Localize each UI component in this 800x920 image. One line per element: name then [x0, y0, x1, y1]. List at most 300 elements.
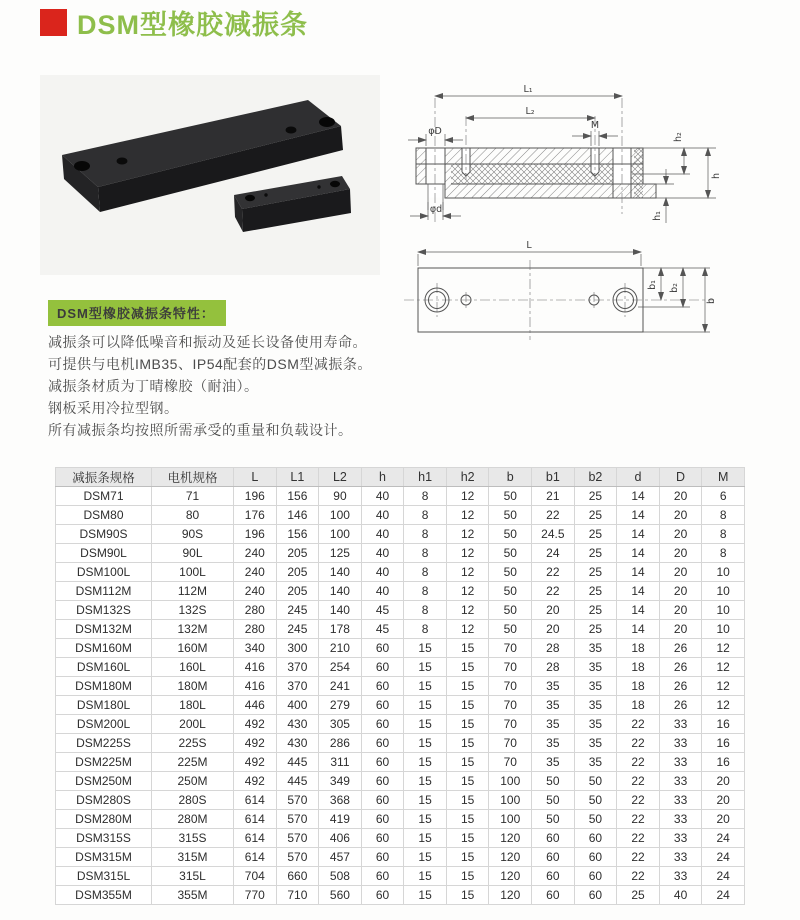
- value-cell: 100: [319, 506, 362, 525]
- table-row: [56, 620, 745, 639]
- value-cell: 146: [276, 506, 319, 525]
- value-cell: 15: [446, 886, 489, 905]
- value-cell: 300: [276, 639, 319, 658]
- value-cell: 60: [361, 886, 404, 905]
- value-cell: 22: [532, 563, 575, 582]
- value-cell: 225S: [152, 734, 234, 753]
- value-cell: 22: [617, 772, 660, 791]
- value-cell: 12: [446, 506, 489, 525]
- value-cell: 210: [319, 639, 362, 658]
- value-cell: 60: [532, 867, 575, 886]
- column-header: h2: [446, 468, 489, 487]
- value-cell: 10: [702, 582, 745, 601]
- column-header: 减振条规格: [56, 468, 152, 487]
- value-cell: 160L: [152, 658, 234, 677]
- value-cell: 100: [489, 791, 532, 810]
- value-cell: 21: [532, 487, 575, 506]
- value-cell: 8: [404, 525, 447, 544]
- spec-cell: DSM315M: [56, 848, 152, 867]
- value-cell: 570: [276, 791, 319, 810]
- value-cell: 71: [152, 487, 234, 506]
- value-cell: 225M: [152, 753, 234, 772]
- value-cell: 120: [489, 848, 532, 867]
- table-row: [56, 886, 745, 905]
- value-cell: 254: [319, 658, 362, 677]
- value-cell: 15: [404, 772, 447, 791]
- value-cell: 15: [446, 772, 489, 791]
- value-cell: 25: [574, 582, 617, 601]
- table-row: [56, 810, 745, 829]
- value-cell: 245: [276, 620, 319, 639]
- value-cell: 280M: [152, 810, 234, 829]
- table-row: [56, 753, 745, 772]
- value-cell: 100: [319, 525, 362, 544]
- value-cell: 15: [446, 658, 489, 677]
- table-row: [56, 487, 745, 506]
- value-cell: 50: [532, 772, 575, 791]
- value-cell: 18: [617, 658, 660, 677]
- value-cell: 205: [276, 582, 319, 601]
- value-cell: 33: [659, 867, 702, 886]
- column-header: b1: [532, 468, 575, 487]
- value-cell: 12: [446, 563, 489, 582]
- value-cell: 12: [446, 487, 489, 506]
- value-cell: 15: [446, 791, 489, 810]
- table-row: [56, 848, 745, 867]
- value-cell: 176: [234, 506, 277, 525]
- value-cell: 16: [702, 715, 745, 734]
- value-cell: 70: [489, 658, 532, 677]
- table-row: [56, 525, 745, 544]
- value-cell: 15: [446, 829, 489, 848]
- spec-cell: DSM90S: [56, 525, 152, 544]
- value-cell: 60: [361, 829, 404, 848]
- value-cell: 50: [574, 791, 617, 810]
- value-cell: 45: [361, 620, 404, 639]
- value-cell: 70: [489, 715, 532, 734]
- value-cell: 24: [702, 848, 745, 867]
- value-cell: 614: [234, 829, 277, 848]
- value-cell: 40: [659, 886, 702, 905]
- page-title: DSM型橡胶减振条: [77, 10, 308, 40]
- column-header: L: [234, 468, 277, 487]
- value-cell: 178: [319, 620, 362, 639]
- value-cell: 508: [319, 867, 362, 886]
- value-cell: 14: [617, 601, 660, 620]
- value-cell: 50: [489, 525, 532, 544]
- value-cell: 20: [659, 506, 702, 525]
- strip-hole: [117, 158, 128, 165]
- value-cell: 20: [702, 810, 745, 829]
- value-cell: 614: [234, 848, 277, 867]
- value-cell: 140: [319, 563, 362, 582]
- table-row: [56, 829, 745, 848]
- value-cell: 280S: [152, 791, 234, 810]
- value-cell: 15: [446, 810, 489, 829]
- value-cell: 25: [574, 506, 617, 525]
- feature-line: 可提供与电机IMB35、IP54配套的DSM型减振条。: [48, 356, 372, 372]
- value-cell: 26: [659, 677, 702, 696]
- value-cell: 50: [489, 620, 532, 639]
- value-cell: 12: [446, 544, 489, 563]
- value-cell: 35: [574, 696, 617, 715]
- value-cell: 33: [659, 753, 702, 772]
- dim-label-h1: h₁: [652, 211, 663, 221]
- value-cell: 22: [532, 506, 575, 525]
- value-cell: 20: [659, 620, 702, 639]
- value-cell: 15: [404, 696, 447, 715]
- strip-hole: [317, 185, 320, 188]
- value-cell: 280: [234, 601, 277, 620]
- value-cell: 28: [532, 639, 575, 658]
- column-header: b: [489, 468, 532, 487]
- feature-line: 所有减振条均按照所需承受的重量和负载设计。: [48, 422, 353, 438]
- value-cell: 22: [617, 734, 660, 753]
- value-cell: 70: [489, 696, 532, 715]
- value-cell: 24: [702, 886, 745, 905]
- value-cell: 614: [234, 791, 277, 810]
- value-cell: 14: [617, 506, 660, 525]
- value-cell: 457: [319, 848, 362, 867]
- table-row: [56, 563, 745, 582]
- table-row: [56, 791, 745, 810]
- value-cell: 20: [659, 563, 702, 582]
- value-cell: 90: [319, 487, 362, 506]
- value-cell: 60: [574, 829, 617, 848]
- spec-cell: DSM250M: [56, 772, 152, 791]
- value-cell: 14: [617, 487, 660, 506]
- strip-hole: [245, 195, 255, 201]
- small-rubber-strip: [234, 176, 351, 232]
- value-cell: 12: [446, 601, 489, 620]
- value-cell: 50: [489, 506, 532, 525]
- technical-drawing-art: [398, 76, 770, 352]
- value-cell: 18: [617, 677, 660, 696]
- value-cell: 15: [404, 639, 447, 658]
- plan-view: [404, 240, 717, 340]
- spec-cell: DSM100L: [56, 563, 152, 582]
- dim-label-l2: L₂: [525, 106, 535, 117]
- value-cell: 315M: [152, 848, 234, 867]
- value-cell: 35: [574, 753, 617, 772]
- column-header: 电机规格: [152, 468, 234, 487]
- value-cell: 15: [446, 734, 489, 753]
- value-cell: 311: [319, 753, 362, 772]
- table-row: [56, 696, 745, 715]
- value-cell: 12: [702, 639, 745, 658]
- value-cell: 112M: [152, 582, 234, 601]
- value-cell: 22: [617, 848, 660, 867]
- column-header: L1: [276, 468, 319, 487]
- value-cell: 132S: [152, 601, 234, 620]
- value-cell: 8: [404, 544, 447, 563]
- value-cell: 50: [489, 544, 532, 563]
- value-cell: 60: [361, 791, 404, 810]
- spec-table-head: [56, 468, 745, 487]
- product-photo: [40, 75, 380, 275]
- value-cell: 305: [319, 715, 362, 734]
- value-cell: 10: [702, 601, 745, 620]
- value-cell: 8: [404, 563, 447, 582]
- value-cell: 12: [446, 525, 489, 544]
- side-section-view: [408, 84, 722, 223]
- value-cell: 33: [659, 810, 702, 829]
- value-cell: 60: [361, 715, 404, 734]
- value-cell: 15: [404, 753, 447, 772]
- value-cell: 349: [319, 772, 362, 791]
- value-cell: 40: [361, 525, 404, 544]
- value-cell: 35: [574, 639, 617, 658]
- value-cell: 35: [532, 734, 575, 753]
- value-cell: 368: [319, 791, 362, 810]
- value-cell: 12: [702, 658, 745, 677]
- value-cell: 90S: [152, 525, 234, 544]
- column-header: h1: [404, 468, 447, 487]
- value-cell: 33: [659, 791, 702, 810]
- value-cell: 16: [702, 734, 745, 753]
- value-cell: 570: [276, 848, 319, 867]
- column-header: L2: [319, 468, 362, 487]
- value-cell: 50: [489, 582, 532, 601]
- value-cell: 8: [404, 506, 447, 525]
- value-cell: 24.5: [532, 525, 575, 544]
- value-cell: 400: [276, 696, 319, 715]
- spec-table-body: [56, 487, 745, 905]
- value-cell: 90L: [152, 544, 234, 563]
- value-cell: 245: [276, 601, 319, 620]
- value-cell: 614: [234, 810, 277, 829]
- value-cell: 60: [361, 772, 404, 791]
- technical-drawing: [398, 76, 770, 352]
- value-cell: 492: [234, 715, 277, 734]
- value-cell: 10: [702, 620, 745, 639]
- value-cell: 15: [404, 848, 447, 867]
- value-cell: 8: [702, 506, 745, 525]
- value-cell: 60: [361, 867, 404, 886]
- table-row: [56, 867, 745, 886]
- value-cell: 15: [446, 639, 489, 658]
- value-cell: 15: [404, 829, 447, 848]
- column-header: h: [361, 468, 404, 487]
- spec-cell: DSM200L: [56, 715, 152, 734]
- feature-line: 减振条材质为丁晴橡胶（耐油）。: [48, 378, 259, 394]
- value-cell: 120: [489, 867, 532, 886]
- value-cell: 20: [659, 487, 702, 506]
- value-cell: 120: [489, 829, 532, 848]
- value-cell: 15: [404, 791, 447, 810]
- feature-line: 减振条可以降低噪音和振动及延长设备使用寿命。: [48, 334, 367, 350]
- value-cell: 25: [574, 563, 617, 582]
- spec-cell: DSM71: [56, 487, 152, 506]
- value-cell: 704: [234, 867, 277, 886]
- value-cell: 22: [617, 829, 660, 848]
- spec-cell: DSM132S: [56, 601, 152, 620]
- value-cell: 15: [404, 734, 447, 753]
- dim-label-h: h: [711, 172, 722, 180]
- value-cell: 22: [617, 715, 660, 734]
- value-cell: 710: [276, 886, 319, 905]
- value-cell: 80: [152, 506, 234, 525]
- table-row: [56, 658, 745, 677]
- spec-cell: DSM160M: [56, 639, 152, 658]
- spec-cell: DSM180M: [56, 677, 152, 696]
- value-cell: 445: [276, 772, 319, 791]
- value-cell: 160M: [152, 639, 234, 658]
- value-cell: 15: [446, 867, 489, 886]
- value-cell: 26: [659, 696, 702, 715]
- value-cell: 8: [404, 601, 447, 620]
- value-cell: 416: [234, 658, 277, 677]
- table-row: [56, 582, 745, 601]
- value-cell: 15: [404, 886, 447, 905]
- value-cell: 15: [404, 677, 447, 696]
- strip-hole: [319, 117, 335, 127]
- value-cell: 20: [702, 791, 745, 810]
- value-cell: 60: [574, 848, 617, 867]
- value-cell: 40: [361, 563, 404, 582]
- value-cell: 280: [234, 620, 277, 639]
- value-cell: 33: [659, 829, 702, 848]
- value-cell: 22: [617, 791, 660, 810]
- value-cell: 140: [319, 582, 362, 601]
- value-cell: 8: [404, 487, 447, 506]
- value-cell: 125: [319, 544, 362, 563]
- value-cell: 570: [276, 810, 319, 829]
- value-cell: 35: [574, 734, 617, 753]
- table-row: [56, 601, 745, 620]
- value-cell: 12: [446, 620, 489, 639]
- value-cell: 10: [702, 563, 745, 582]
- value-cell: 60: [532, 848, 575, 867]
- value-cell: 26: [659, 639, 702, 658]
- value-cell: 15: [404, 715, 447, 734]
- value-cell: 33: [659, 848, 702, 867]
- value-cell: 18: [617, 639, 660, 658]
- dim-label-h2: h₂: [673, 132, 684, 142]
- value-cell: 40: [361, 582, 404, 601]
- value-cell: 16: [702, 753, 745, 772]
- dim-label-phiD: φD: [428, 126, 442, 137]
- value-cell: 660: [276, 867, 319, 886]
- value-cell: 430: [276, 715, 319, 734]
- value-cell: 33: [659, 715, 702, 734]
- value-cell: 315L: [152, 867, 234, 886]
- value-cell: 315S: [152, 829, 234, 848]
- value-cell: 60: [361, 810, 404, 829]
- value-cell: 60: [361, 677, 404, 696]
- value-cell: 15: [404, 658, 447, 677]
- value-cell: 35: [532, 677, 575, 696]
- value-cell: 60: [574, 867, 617, 886]
- value-cell: 492: [234, 772, 277, 791]
- value-cell: 26: [659, 658, 702, 677]
- value-cell: 12: [446, 582, 489, 601]
- spec-cell: DSM315L: [56, 867, 152, 886]
- value-cell: 25: [574, 544, 617, 563]
- value-cell: 70: [489, 734, 532, 753]
- value-cell: 20: [702, 772, 745, 791]
- value-cell: 12: [702, 696, 745, 715]
- dim-label-b2: b₂: [669, 283, 680, 293]
- value-cell: 180M: [152, 677, 234, 696]
- value-cell: 25: [617, 886, 660, 905]
- value-cell: 22: [617, 867, 660, 886]
- value-cell: 120: [489, 886, 532, 905]
- table-row: [56, 734, 745, 753]
- strip-hole: [264, 193, 267, 196]
- value-cell: 15: [404, 867, 447, 886]
- spec-cell: DSM225S: [56, 734, 152, 753]
- title-bullet-icon: [40, 9, 67, 36]
- value-cell: 100L: [152, 563, 234, 582]
- value-cell: 15: [446, 696, 489, 715]
- value-cell: 419: [319, 810, 362, 829]
- spec-cell: DSM280M: [56, 810, 152, 829]
- value-cell: 560: [319, 886, 362, 905]
- value-cell: 14: [617, 563, 660, 582]
- value-cell: 340: [234, 639, 277, 658]
- value-cell: 770: [234, 886, 277, 905]
- value-cell: 156: [276, 487, 319, 506]
- value-cell: 60: [532, 886, 575, 905]
- value-cell: 25: [574, 601, 617, 620]
- table-row: [56, 544, 745, 563]
- value-cell: 370: [276, 658, 319, 677]
- column-header: d: [617, 468, 660, 487]
- spec-table: [55, 467, 745, 905]
- value-cell: 40: [361, 487, 404, 506]
- table-row: [56, 715, 745, 734]
- value-cell: 406: [319, 829, 362, 848]
- value-cell: 241: [319, 677, 362, 696]
- spec-cell: DSM315S: [56, 829, 152, 848]
- value-cell: 28: [532, 658, 575, 677]
- value-cell: 20: [659, 601, 702, 620]
- spec-cell: DSM112M: [56, 582, 152, 601]
- value-cell: 570: [276, 829, 319, 848]
- value-cell: 60: [361, 734, 404, 753]
- value-cell: 24: [532, 544, 575, 563]
- value-cell: 205: [276, 563, 319, 582]
- value-cell: 445: [276, 753, 319, 772]
- value-cell: 416: [234, 677, 277, 696]
- value-cell: 14: [617, 544, 660, 563]
- value-cell: 40: [361, 544, 404, 563]
- spec-cell: DSM180L: [56, 696, 152, 715]
- value-cell: 33: [659, 734, 702, 753]
- product-photo-art: [40, 75, 380, 275]
- value-cell: 22: [532, 582, 575, 601]
- value-cell: 50: [574, 772, 617, 791]
- value-cell: 15: [446, 715, 489, 734]
- value-cell: 35: [574, 715, 617, 734]
- value-cell: 12: [702, 677, 745, 696]
- value-cell: 50: [532, 810, 575, 829]
- features-heading: DSM型橡胶减振条特性：: [48, 300, 226, 326]
- value-cell: 250M: [152, 772, 234, 791]
- value-cell: 240: [234, 544, 277, 563]
- value-cell: 35: [532, 715, 575, 734]
- value-cell: 60: [361, 753, 404, 772]
- strip-hole: [330, 181, 340, 187]
- value-cell: 60: [574, 886, 617, 905]
- value-cell: 24: [702, 867, 745, 886]
- dim-label-m: M: [590, 120, 600, 131]
- value-cell: 492: [234, 734, 277, 753]
- value-cell: 8: [702, 544, 745, 563]
- value-cell: 70: [489, 639, 532, 658]
- value-cell: 70: [489, 677, 532, 696]
